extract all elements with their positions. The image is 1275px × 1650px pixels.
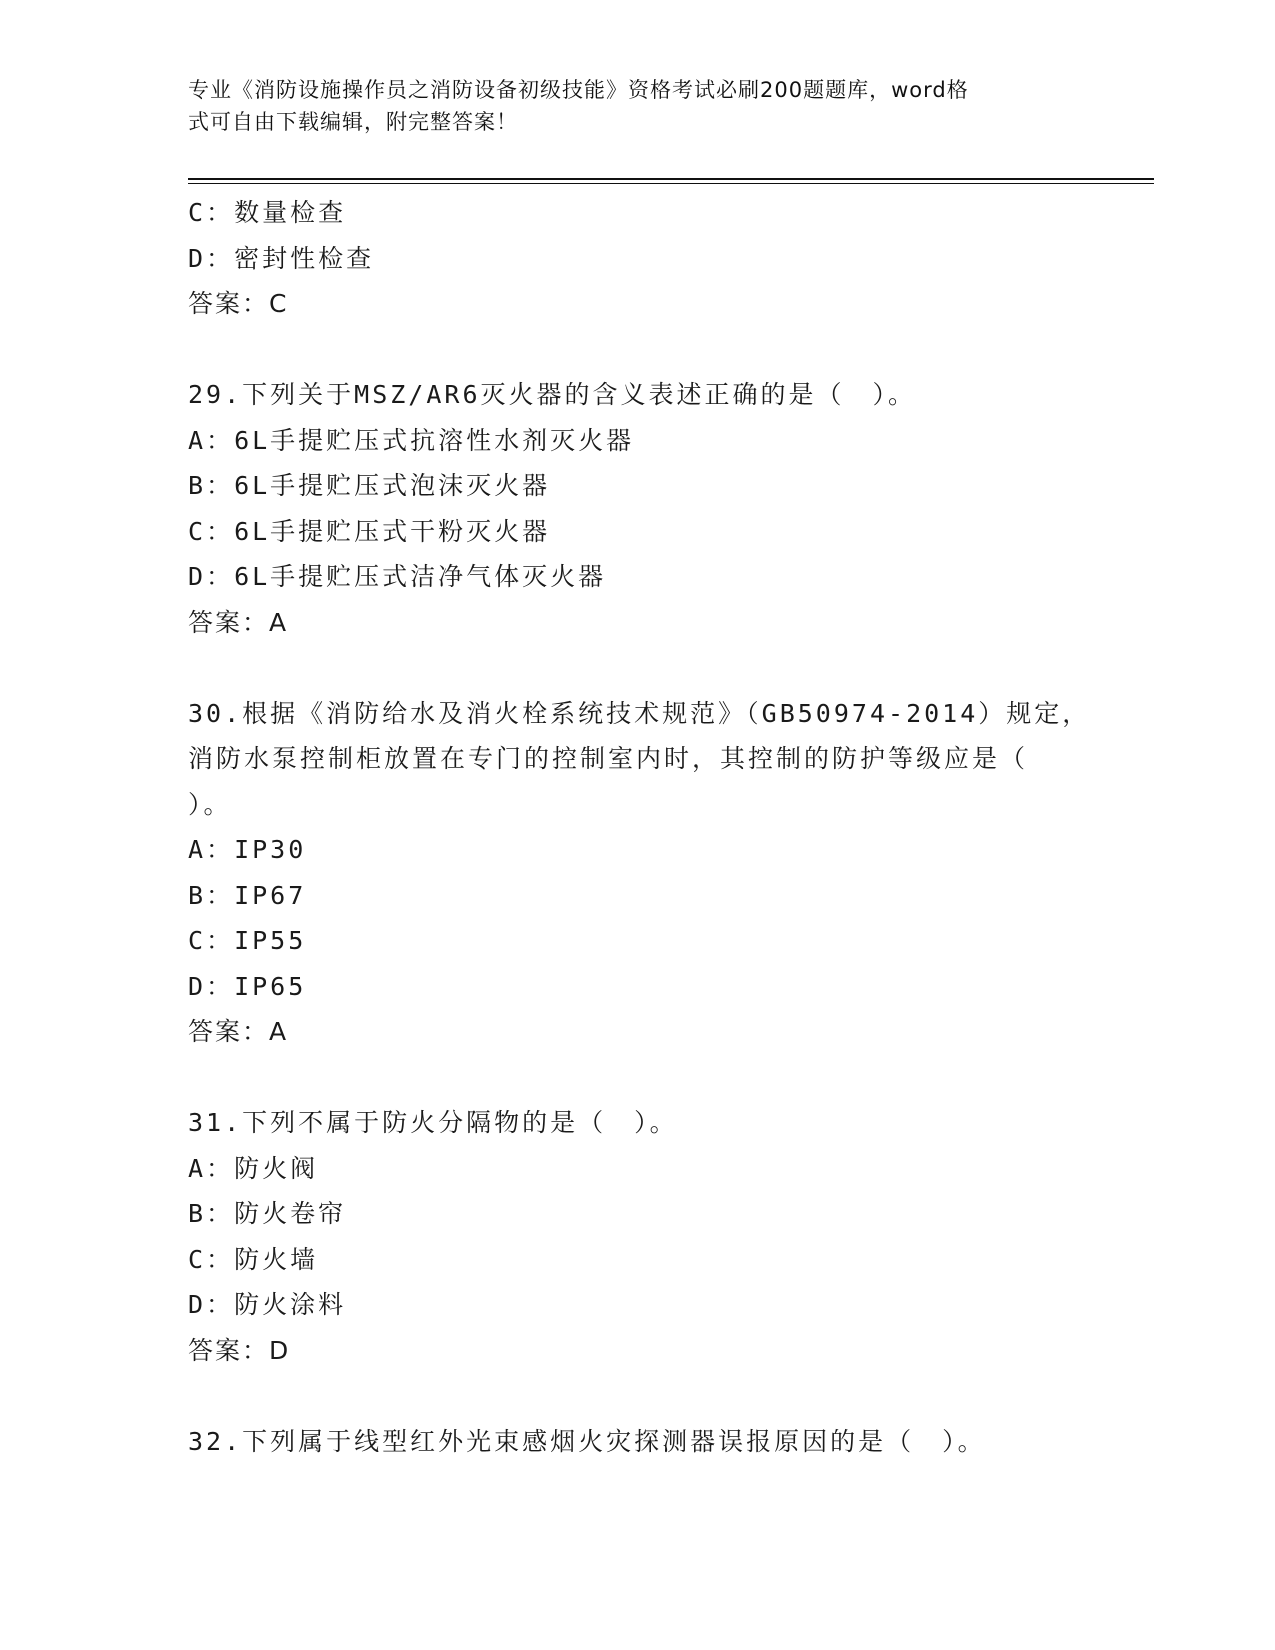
option-row: [188, 509, 1068, 555]
question-list: [188, 190, 1091, 1464]
answer-line: 答案：D: [188, 1335, 291, 1365]
question-stem: 30.根据《消防给水及消火栓系统技术规范》（GB50974-2014）规定，: [188, 698, 1091, 728]
option-row: [188, 463, 1068, 509]
option-text: 6L手提贮压式泡沫灭火器: [234, 471, 551, 500]
answer-line: 答案：A: [188, 1017, 289, 1046]
option-label: A：: [188, 425, 235, 455]
option-label: D：: [188, 971, 235, 1001]
option-text: IP67: [234, 880, 307, 910]
header-divider-thin: [188, 183, 1154, 184]
question-stem-continued: 消防水泵控制柜放置在专门的控制室内时，其控制的防护等级应是（: [188, 744, 1029, 773]
option-row: [188, 236, 1068, 282]
option-label: C：: [188, 1244, 235, 1274]
option-label: B：: [188, 471, 235, 500]
question-stem-continued: ）。: [188, 789, 232, 819]
question-stem: 32.下列属于线型红外光束感烟火灾探测器误报原因的是（ ）。: [188, 1426, 986, 1456]
option-label: C：: [188, 198, 235, 227]
option-text: 防火墙: [234, 1244, 319, 1274]
option-row: [188, 1282, 1068, 1328]
header-title-line-2: 式可自由下载编辑，附完整答案！: [188, 110, 518, 134]
option-row: [188, 1237, 1068, 1283]
question-stem: 29.下列关于MSZ/AR6灭火器的含义表述正确的是（ ）。: [188, 380, 917, 409]
option-label: B：: [188, 1199, 235, 1228]
option-label: C：: [188, 516, 235, 546]
option-row: [188, 964, 1068, 1010]
option-text: 6L手提贮压式干粉灭火器: [234, 516, 551, 546]
answer-line: 答案：A: [188, 607, 289, 637]
option-row: [188, 418, 1068, 464]
option-text: 防火阀: [234, 1153, 319, 1183]
option-text: IP55: [234, 926, 307, 955]
answer-line: 答案：C: [188, 289, 289, 318]
header-title-line-1: 专业《消防设施操作员之消防设备初级技能》资格考试必刷200题题库，word格: [188, 78, 969, 102]
option-label: A：: [188, 1153, 235, 1183]
option-row: [188, 873, 1068, 919]
option-text: 防火卷帘: [234, 1199, 347, 1228]
option-row: [188, 190, 1068, 236]
option-label: D：: [188, 562, 235, 591]
option-row: [188, 918, 1068, 964]
option-text: 6L手提贮压式洁净气体灭火器: [234, 562, 607, 591]
spacer: [188, 645, 1068, 691]
header-divider-thick: [188, 178, 1154, 180]
option-text: 6L手提贮压式抗溶性水剂灭火器: [234, 425, 635, 455]
option-label: D：: [188, 1290, 235, 1319]
question-stem: 31.下列不属于防火分隔物的是（ ）。: [188, 1108, 678, 1137]
spacer: [188, 1373, 1068, 1419]
option-label: D：: [188, 243, 235, 273]
option-label: A：: [188, 835, 235, 864]
option-text: IP30: [234, 835, 307, 864]
spacer: [188, 1055, 1068, 1101]
option-label: B：: [188, 880, 235, 910]
option-row: [188, 554, 1068, 600]
option-text: 数量检查: [234, 198, 347, 227]
option-text: 密封性检查: [234, 243, 375, 273]
option-text: 防火涂料: [234, 1290, 347, 1319]
option-label: C：: [188, 926, 235, 955]
option-row: [188, 1191, 1068, 1237]
option-row: [188, 1146, 1068, 1192]
spacer: [188, 327, 1068, 373]
page-header: [188, 74, 1068, 138]
option-row: [188, 827, 1068, 873]
option-text: IP65: [234, 971, 307, 1001]
